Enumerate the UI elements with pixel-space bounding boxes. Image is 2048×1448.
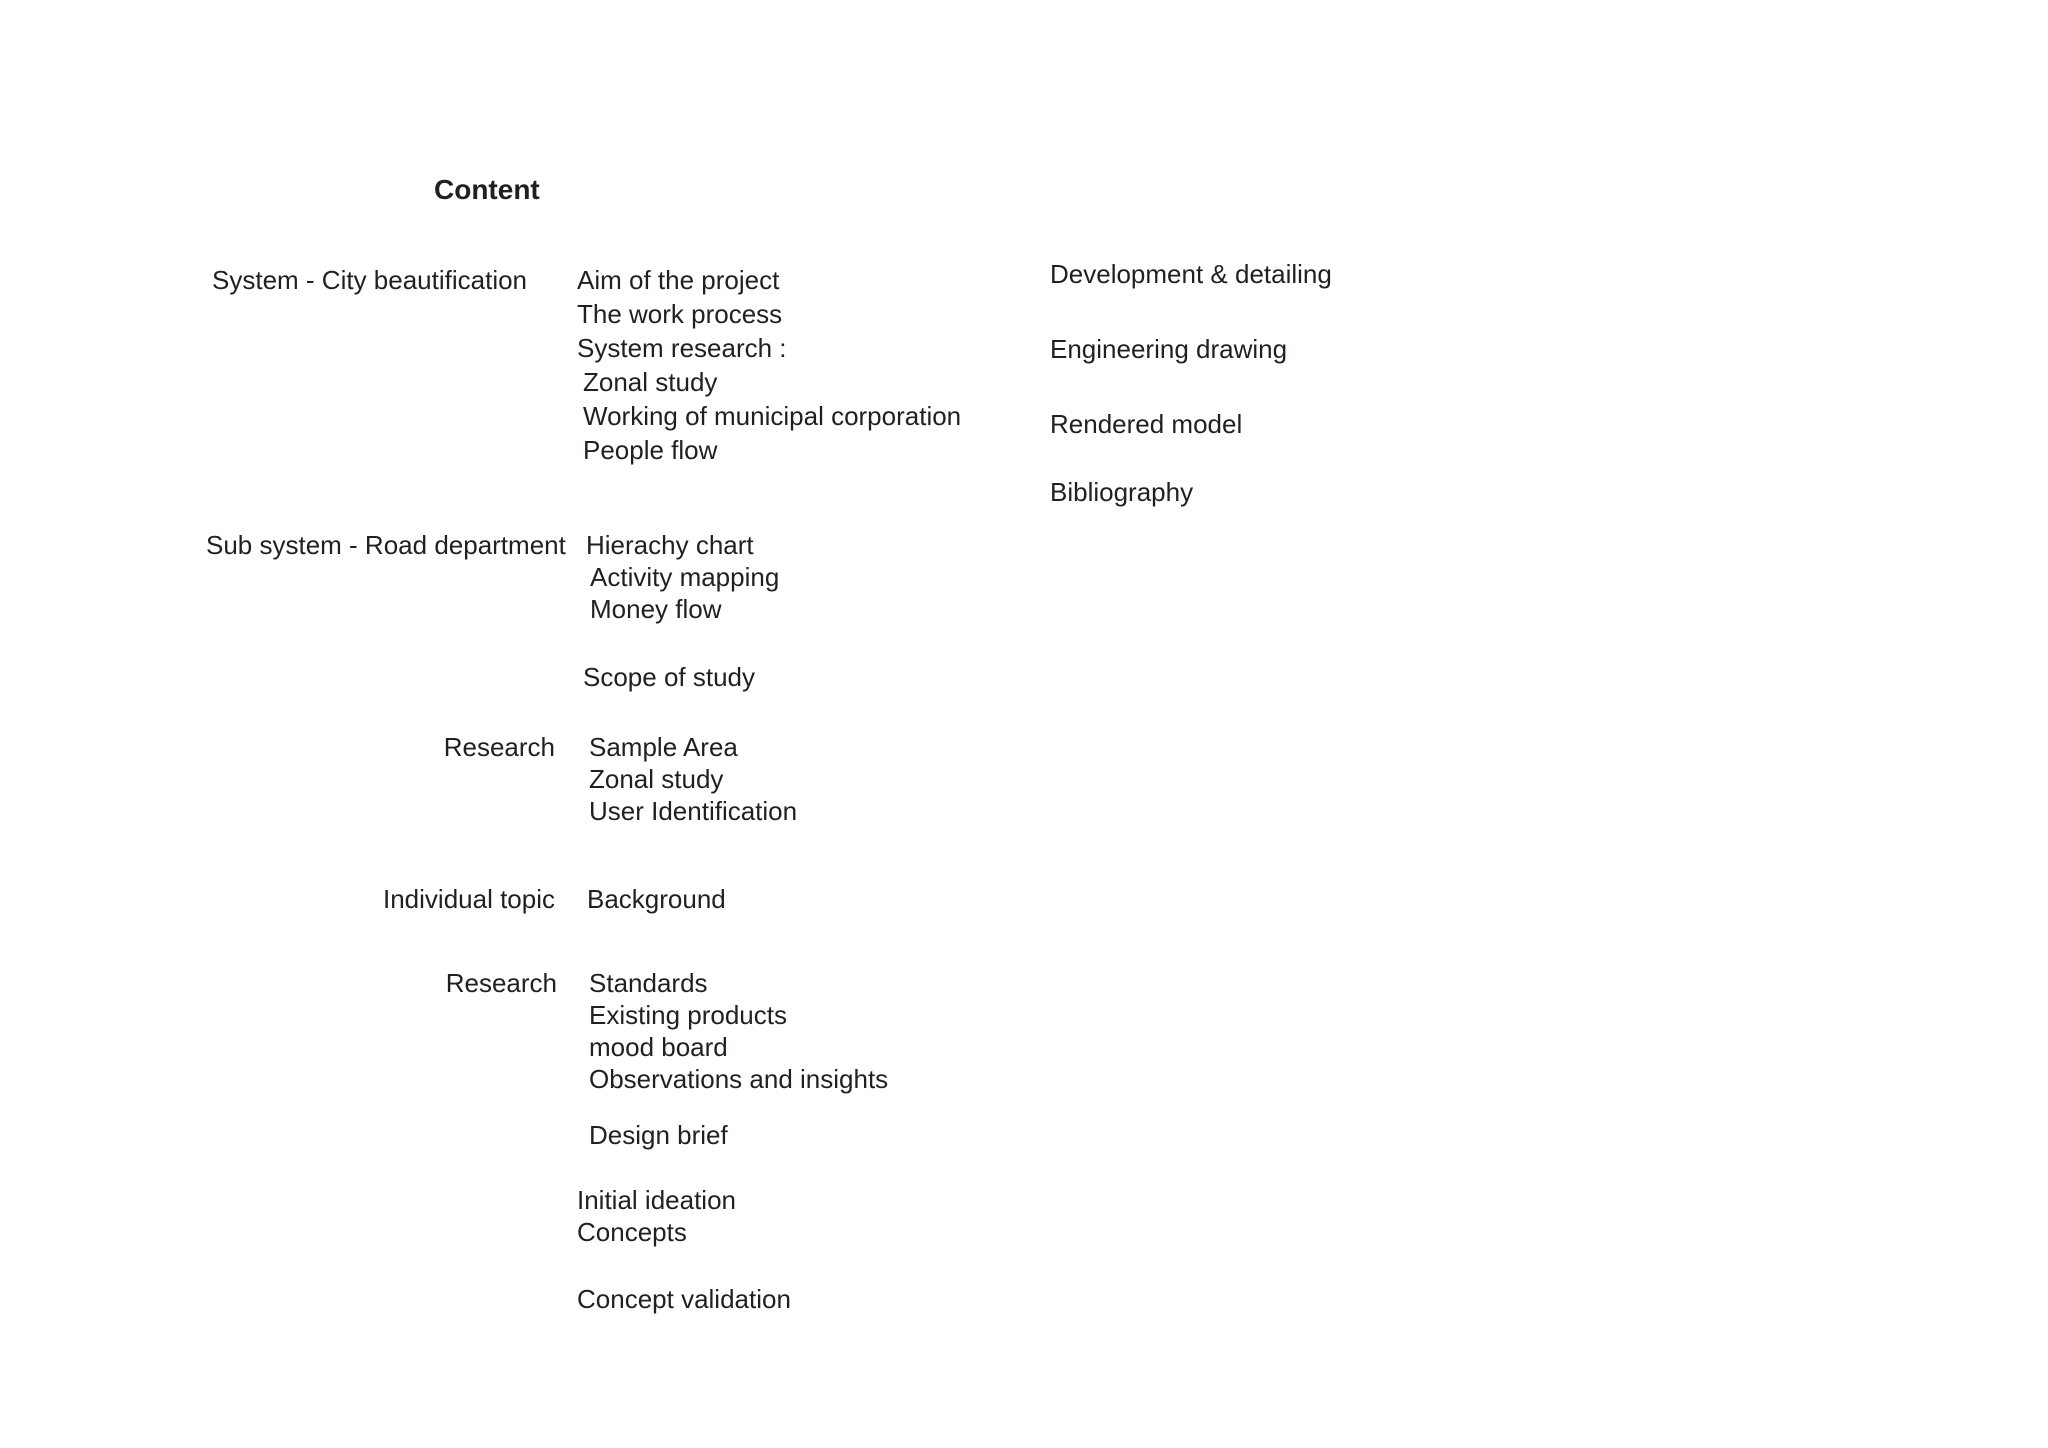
- toc-item: mood board: [589, 1032, 728, 1062]
- toc-item: Concepts: [577, 1217, 687, 1247]
- toc-item: System research :: [577, 333, 787, 363]
- toc-item-concept-validation: Concept validation: [577, 1284, 791, 1314]
- toc-subitem: Zonal study: [583, 367, 718, 397]
- toc-item: Activity mapping: [590, 562, 780, 592]
- toc-item: Zonal study: [589, 764, 724, 794]
- toc-item: Sample Area: [589, 732, 738, 762]
- section-heading-subsystem: Sub system - Road department: [206, 530, 566, 560]
- toc-item-rendered-model: Rendered model: [1050, 409, 1243, 439]
- toc-item: Initial ideation: [577, 1185, 736, 1215]
- section-heading-research: Research: [443, 732, 555, 762]
- toc-item-development: Development & detailing: [1050, 259, 1332, 289]
- section-heading-system: System - City beautification: [212, 265, 528, 295]
- toc-item: Observations and insights: [589, 1064, 889, 1094]
- toc-subitem: Working of municipal corporation: [583, 401, 962, 431]
- section-heading-individual: Individual topic: [383, 884, 555, 914]
- toc-item: Standards: [589, 968, 708, 998]
- toc-item: Money flow: [590, 594, 722, 624]
- toc-item-bibliography: Bibliography: [1050, 477, 1194, 507]
- toc-item-scope: Scope of study: [583, 662, 755, 692]
- section-heading-research: Research: [445, 968, 557, 998]
- toc-item: Aim of the project: [577, 265, 780, 295]
- toc-item: Hierachy chart: [586, 530, 754, 560]
- page-title: Content: [434, 174, 540, 205]
- toc-item: Existing products: [589, 1000, 787, 1030]
- toc-item-design-brief: Design brief: [589, 1120, 728, 1150]
- toc-item: The work process: [577, 299, 783, 329]
- toc-item-engineering-drawing: Engineering drawing: [1050, 334, 1288, 364]
- toc-subitem: People flow: [583, 435, 718, 465]
- toc-item: Background: [587, 884, 726, 914]
- toc-item: User Identification: [589, 796, 798, 826]
